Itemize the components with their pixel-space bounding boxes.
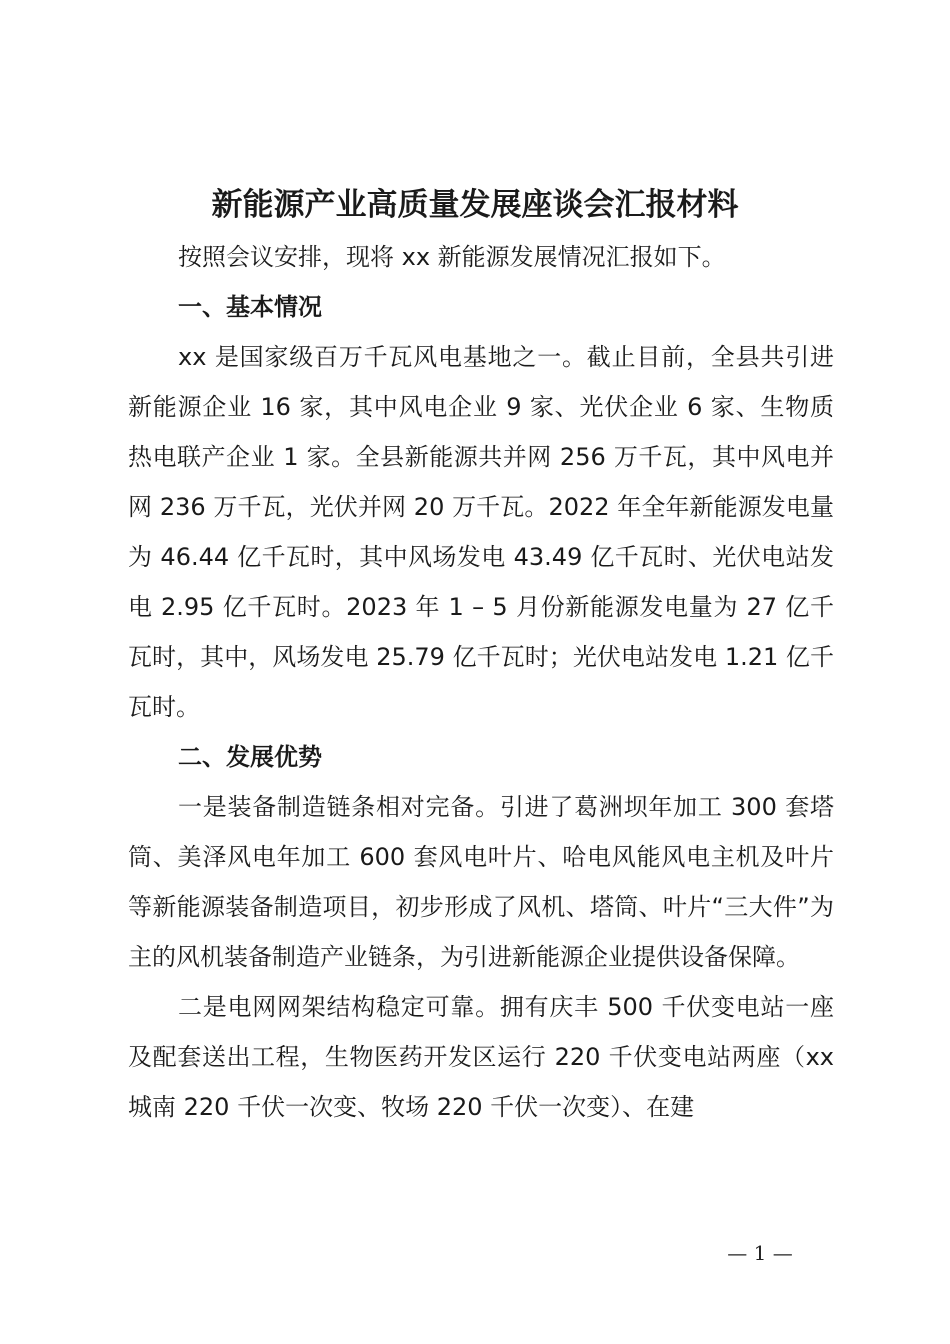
section-paragraph-equipment: 一是装备制造链条相对完备。引进了葛洲坝年加工 300 套塔筒、美泽风电年加工 600 套风电叶片、哈电风能风电主机及叶片等新能源装备制造项目，初步形成了风机、塔筒、叶片“三大件”为主的风机装备制造产业链条，为引进新能源企业提供设备保障。 (128, 793, 834, 971)
intro-paragraph: 按照会议安排，现将 xx 新能源发展情况汇报如下。 (178, 243, 726, 271)
document-title: 新能源产业高质量发展座谈会汇报材料 (211, 187, 739, 223)
document-body (128, 232, 834, 1132)
section-paragraph-grid: 二是电网网架结构稳定可靠。拥有庆丰 500 千伏变电站一座及配套送出工程，生物医药开发区运行 220 千伏变电站两座（xx 城南 220 千伏一次变、牧场 220 千伏一次变）、在建 (128, 993, 834, 1121)
page-number: — 1 — (727, 1241, 793, 1265)
section-paragraph-basic: xx 是国家级百万千瓦风电基地之一。截止目前，全县共引进新能源企业 16 家，其中风电企业 9 家、光伏企业 6 家、生物质热电联产企业 1 家。全县新能源共并网 256 万千瓦，其中风电并网 236 万千瓦，光伏并网 20 万千瓦。2022 年全年新能源发电量为 46.44 亿千瓦时，其中风场发电 43.49 亿千瓦时、光伏电站发电 2.95 亿千瓦时。2023 年 1 – 5 月份新能源发电量为 27 亿千瓦时，其中，风场发电 25.79 亿千瓦时；光伏电站发电 1.21 亿千瓦时。 (128, 343, 834, 721)
section-heading-basic: 一、基本情况 (178, 293, 322, 321)
section-heading-advantages: 二、发展优势 (178, 743, 322, 771)
